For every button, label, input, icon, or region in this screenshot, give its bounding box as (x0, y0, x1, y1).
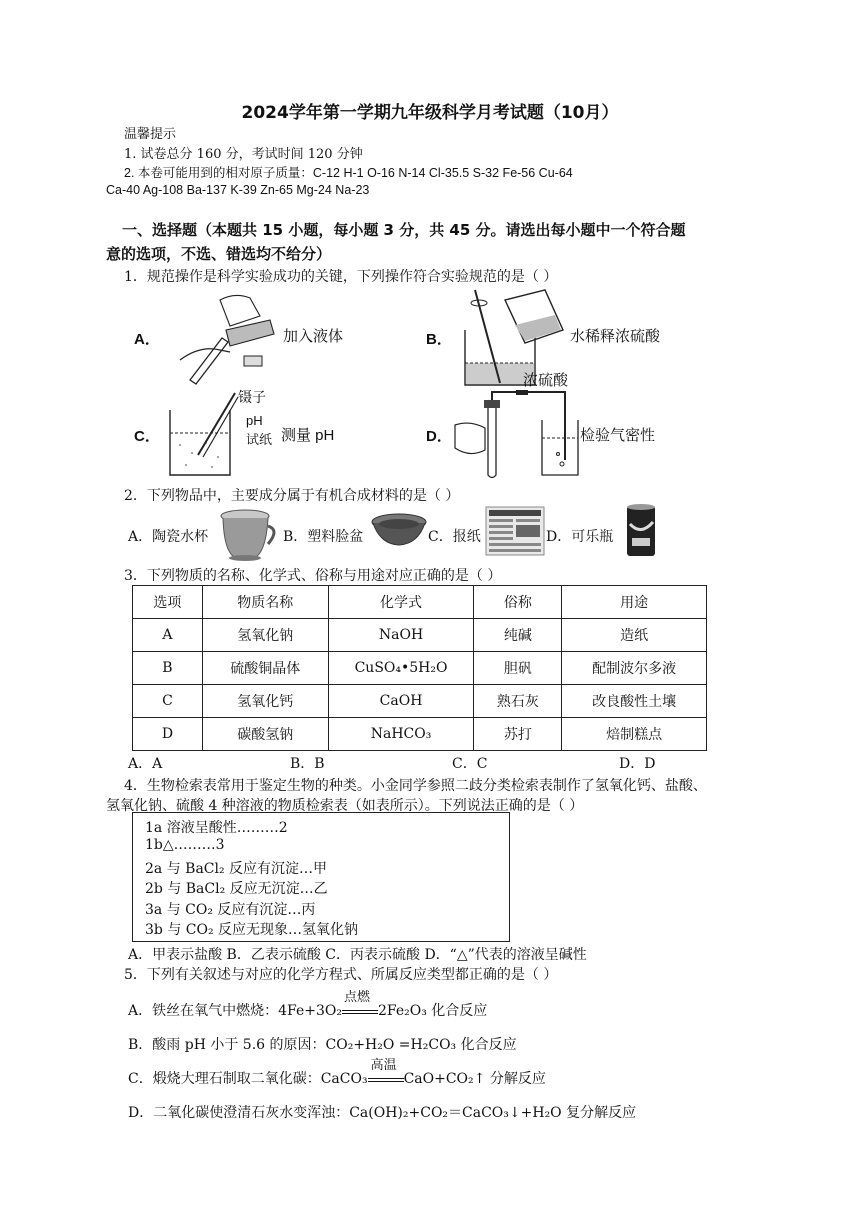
key-line: 1b△………3 (145, 837, 225, 853)
page-title: 2024学年第一学期九年级科学月考试题（10月） (241, 103, 619, 123)
q5-option-d: D．二氧化碳使澄清石灰水变浑浊：Ca(OH)₂+CO₂＝CaCO₃↓+H₂O 复分解反应 (128, 1105, 637, 1121)
table-cell: A (133, 619, 203, 652)
question-4-stem-line-1: 4．生物检索表常用于鉴定生物的种类。小金同学参照二歧分类检索表制作了氢氧化钙、盐酸、 (124, 778, 707, 794)
q2-option-b: B．塑料脸盆 (283, 529, 364, 545)
section-heading-line-2: 意的选项，不选、错选均不给分） (106, 245, 332, 263)
key-line: 2a 与 BaCl₂ 反应有沉淀…甲 (145, 861, 328, 877)
tips-line-3: Ca-40 Ag-108 Ba-137 K-39 Zn-65 Mg-24 Na-23 (106, 183, 370, 197)
condition-label: 高温 (370, 1058, 397, 1073)
table-header-cell: 用途 (562, 586, 707, 619)
q4-key-table (132, 812, 510, 942)
q5-option-a-text-1: A．铁丝在氧气中燃烧：4Fe+3O₂ (128, 1003, 342, 1019)
q3-choice-d: D．D (619, 756, 656, 772)
key-line: 1a 溶液呈酸性………2 (145, 820, 288, 836)
table-cell: 氢氧化钠 (202, 619, 328, 652)
table-cell: 苏打 (474, 718, 562, 751)
q1-figure-a-add-liquid (160, 290, 280, 390)
q5-option-a (128, 990, 488, 1020)
q4-choices: A．甲表示盐酸 B．乙表示硫酸 C．丙表示硫酸 D．“△”代表的溶液呈碱性 (128, 947, 587, 963)
q1-figure-c-ph-test (160, 385, 240, 480)
table-cell: 熟石灰 (474, 685, 562, 718)
q5-option-c-text-2: CaO+CO₂↑ 分解反应 (403, 1071, 546, 1087)
q5-option-c-text-1: C．煅烧大理石制取二氧化碳：CaCO₃ (128, 1071, 368, 1087)
q1-option-d-letter: D． (426, 428, 452, 445)
question-1-stem: 1．规范操作是科学实验成功的关键，下列操作符合实验规范的是（ ） (124, 269, 558, 285)
q2-option-d: D．可乐瓶 (546, 529, 614, 545)
condition-label: 点燃 (343, 990, 370, 1005)
ceramic-cup-image (218, 508, 280, 562)
table-cell: 氢氧化钙 (202, 685, 328, 718)
q3-choice-c: C．C (452, 756, 488, 772)
q1-option-c-ph-label-2: 试纸 (246, 432, 273, 447)
cola-can-image (624, 502, 658, 560)
q1-option-c-tweezer-label: 镊子 (238, 389, 266, 405)
key-line: 3a 与 CO₂ 反应有沉淀…丙 (145, 902, 316, 918)
table-cell: 改良酸性土壤 (562, 685, 707, 718)
q5-option-c (128, 1058, 546, 1088)
section-heading-line-1: 一、选择题（本题共 15 小题，每小题 3 分，共 45 分。请选出每小题中一个符合题 (122, 221, 686, 239)
plastic-basin-image (370, 512, 428, 548)
q2-option-a: A．陶瓷水杯 (128, 529, 209, 545)
reaction-condition-fire (342, 990, 378, 1019)
q1-option-c-letter: C． (134, 428, 160, 445)
table-row (133, 652, 707, 685)
table-cell: CuSO₄•5H₂O (328, 652, 474, 685)
key-line: 3b 与 CO₂ 反应无现象…氢氧化钠 (145, 922, 359, 938)
tips-line-1: 1. 试卷总分 160 分，考试时间 120 分钟 (124, 147, 363, 162)
q1-option-c-label: 测量 pH (281, 427, 335, 444)
table-cell: 碳酸氢钠 (202, 718, 328, 751)
key-line: 2b 与 BaCl₂ 反应无沉淀…乙 (145, 881, 328, 897)
table-cell: B (133, 652, 203, 685)
q5-option-a-text-2: 2Fe₂O₃ 化合反应 (377, 1003, 488, 1019)
q1-option-b-letter: B． (426, 331, 452, 348)
tips-line-2: 2. 本卷可能用到的相对原子质量：C-12 H-1 O-16 N-14 Cl-35.5 S-32 Fe-56 Cu-64 (124, 166, 573, 180)
table-header-cell: 化学式 (328, 586, 474, 619)
table-cell: NaOH (328, 619, 474, 652)
question-5-stem: 5．下列有关叙述与对应的化学方程式、所属反应类型都正确的是（ ） (124, 967, 558, 983)
table-cell: 胆矾 (474, 652, 562, 685)
table-header-cell: 物质名称 (202, 586, 328, 619)
question-3-stem: 3．下列物质的名称、化学式、俗称与用途对应正确的是（ ） (124, 568, 502, 584)
tips-header: 温馨提示 (124, 127, 177, 142)
q1-option-d-label: 检验气密性 (580, 427, 656, 444)
table-header-cell: 俗称 (474, 586, 562, 619)
question-2-stem: 2．下列物品中，主要成分属于有机合成材料的是（ ） (124, 488, 460, 504)
q1-option-a-letter: A． (134, 331, 160, 348)
table-row (133, 685, 707, 718)
table-row (133, 718, 707, 751)
newspaper-image (485, 506, 545, 556)
table-header-cell: 选项 (133, 586, 203, 619)
q3-table (132, 585, 707, 751)
q3-choice-b: B．B (290, 756, 325, 772)
table-row (133, 619, 707, 652)
table-cell: 焙制糕点 (562, 718, 707, 751)
reaction-condition-high-temp (368, 1058, 404, 1087)
table-cell: 硫酸铜晶体 (202, 652, 328, 685)
table-header-row (133, 586, 707, 619)
q2-option-c: C．报纸 (428, 529, 481, 545)
q1-option-c-ph-label-1: pH (246, 413, 263, 428)
q3-choice-a: A．A (128, 756, 163, 772)
table-cell: D (133, 718, 203, 751)
q1-figure-d-airtightness (450, 390, 580, 480)
q1-option-a-label: 加入液体 (283, 328, 344, 345)
table-cell: C (133, 685, 203, 718)
q1-option-b-label: 水稀释浓硫酸 (570, 328, 661, 345)
q5-option-b: B．酸雨 pH 小于 5.6 的原因：CO₂+H₂O =H₂CO₃ 化合反应 (128, 1037, 517, 1053)
table-cell: 纯碱 (474, 619, 562, 652)
question-4-stem-line-2: 氢氧化钠、硫酸 4 种溶液的物质检索表（如表所示）。下列说法正确的是（ ） (106, 798, 584, 814)
table-cell: CaOH (328, 685, 474, 718)
table-cell: NaHCO₃ (328, 718, 474, 751)
table-cell: 造纸 (562, 619, 707, 652)
table-cell: 配制波尔多液 (562, 652, 707, 685)
q1-option-b-acid-label: 浓硫酸 (523, 372, 569, 389)
